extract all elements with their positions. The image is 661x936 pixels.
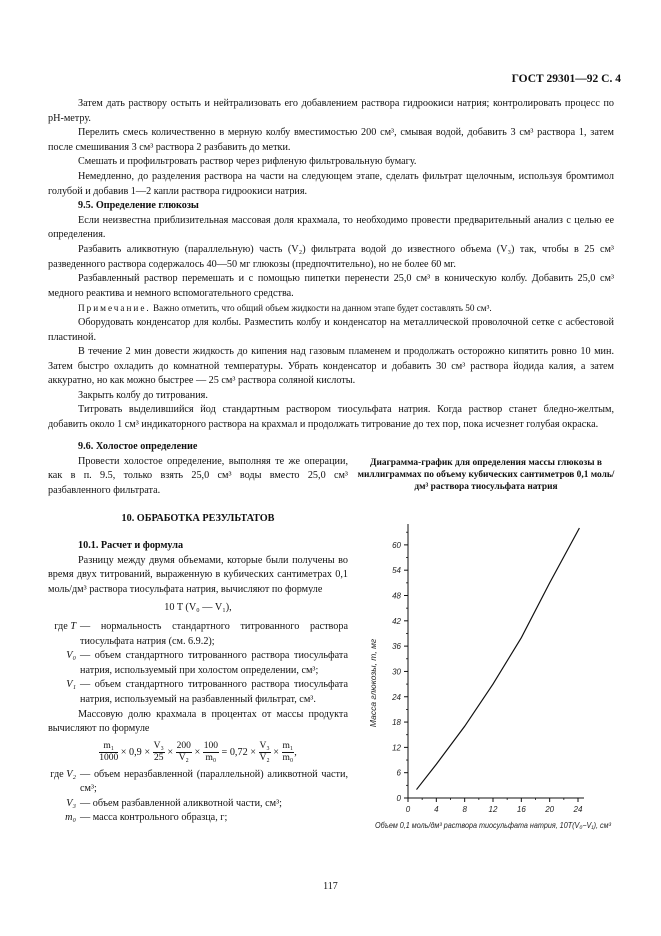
paragraph: Провести холостое определение, выполняя те же операции, как в п. 9.5, только взять 25,0 см³ воды вместо 25,0 см³ разбавленного фильтрата. (48, 455, 348, 496)
y-tick-label: 60 (392, 540, 401, 550)
paragraph: Титровать выделившийся йод стандартным раствором тиосульфата натрия. Когда раствор станет бледно-желтым, добавить около 1 см³ индикаторного раствора на крахмал и продолжать титрование до тех пор, пока исчезнет голубая окраска. (48, 404, 614, 431)
y-tick-label: 24 (392, 692, 401, 702)
denominator: V₂ (178, 752, 189, 763)
operator: = 0,72 × (221, 746, 256, 758)
y-tick-label: 6 (396, 768, 401, 778)
note-label: Примечание. (78, 303, 151, 314)
glucose-chart (356, 520, 616, 890)
numerator: m₁ (282, 740, 294, 751)
paragraph: Немедленно, до разделения раствора на части на следующем этапе, сделать фильтрат щелочным, используя бромтимол голубой и добавив 1—2 капли раствора гидроокиси натрия. (48, 170, 614, 197)
def-symbol (48, 811, 80, 826)
def-symbol (48, 768, 80, 797)
page-header: ГОСТ 29301—92 С. 4 (511, 73, 621, 85)
paragraph: Перелить смесь количественно в мерную колбу вместимостью 200 см³, смывая водой, добавить 3 см³ раствора 1, затем после смешивания 3 см³ раствора 2 разбавить до метки. (48, 127, 614, 153)
fraction (176, 741, 192, 764)
definition-row (48, 678, 348, 707)
x-tick-label: 8 (462, 805, 467, 814)
y-tick-label: 54 (392, 566, 401, 576)
paragraph: Массовую долю крахмала в процентах от массы продукта вычисляют по формуле (48, 708, 348, 735)
paragraph: Закрыть колбу до титрования. (78, 389, 208, 401)
x-tick-label: 20 (545, 805, 555, 814)
where-label: где (50, 768, 64, 780)
def-symbol (48, 797, 80, 812)
definition-row (48, 811, 348, 826)
denominator: m₀ (205, 752, 217, 763)
sub-heading: 10.1. Расчет и формула (78, 539, 184, 551)
def-symbol (48, 678, 80, 707)
y-tick-label: 0 (396, 794, 401, 803)
x-tick-label: 12 (488, 805, 498, 814)
y-axis-label: Масса глюкозы, m, мг (368, 638, 378, 728)
chart-title: Диаграмма-график для определения массы глюкозы в миллиграммах по объему кубических сантиметров 0,1 моль/дм³ раствора тиосульфата натрия (357, 458, 615, 492)
section-heading-results: 10. ОБРАБОТКА РЕЗУЛЬТАТОВ (121, 513, 275, 525)
denominator: V₂ (259, 752, 270, 763)
x-tick-label: 16 (516, 805, 526, 814)
y-tick-label: 12 (392, 743, 401, 753)
left-column (48, 440, 348, 826)
symbol-v1: V₁ (66, 679, 76, 691)
paragraph: Разбавить аликвотную (параллельную) часть (V₂) фильтрата водой до известного объема (V₃) так, чтобы в 25 см³ разведенного раствора содержалось 40—50 мг глюкозы (предпочтительно), но не более 60 мг. (48, 243, 614, 270)
definition-row (48, 768, 348, 797)
section-heading: 9.6. Холостое определение (78, 441, 198, 452)
denominator: m₀ (282, 752, 294, 763)
where-label: где (54, 620, 68, 632)
fraction (282, 741, 295, 764)
symbol-t: T (70, 620, 76, 632)
fraction (259, 741, 271, 764)
paragraph: Смешать и профильтровать раствор через рифленую фильтровальную бумагу. (78, 156, 417, 168)
def-symbol (48, 620, 80, 649)
x-tick-label: 24 (573, 805, 583, 814)
definition-row (48, 797, 348, 812)
fraction (153, 741, 165, 764)
def-text: — масса контрольного образца, г; (80, 812, 228, 824)
paragraph: В течение 2 мин довести жидкость до кипения над газовым пламенем и продолжать осторожно кипятить ровно 10 мин. Затем быстро охладить до комнатной температуры. Убрать конденсатор и добавить 30 см³ раствора йодида калия, а затем аккуратно, но как можно быстрее — 25 см³ раствора соляной кислоты. (48, 346, 614, 387)
y-tick-label: 30 (392, 667, 401, 677)
denominator: 1000 (99, 752, 119, 763)
note-text: Важно отметить, что общий объем жидкости на данном этапе будет составлять 50 см³. (153, 303, 492, 314)
def-symbol (48, 649, 80, 678)
y-tick-label: 48 (392, 591, 401, 601)
paragraph: Затем дать раствору остыть и нейтрализовать его добавлением раствора гидроокиси натрия; контролировать процесс по рН-метру. (48, 98, 614, 124)
numerator: V₃ (153, 740, 164, 751)
numerator: m₁ (99, 741, 118, 753)
series-line (417, 528, 580, 790)
def-text: — объем стандартного титрованного раствора тиосульфата натрия, используемый на разбавленный фильтрат, см³. (80, 679, 348, 705)
symbol-v2: V₂ (66, 768, 76, 780)
paragraph: Если неизвестна приблизительная массовая доля крахмала, то необходимо провести предварительный анализ с целью ее определения. (48, 214, 614, 241)
top-text-block (48, 97, 614, 433)
punctuation: , (294, 746, 297, 758)
fraction (99, 741, 118, 764)
y-tick-label: 36 (392, 642, 401, 652)
page-number: 117 (323, 881, 338, 892)
fraction (203, 741, 219, 764)
x-tick-label: 0 (405, 805, 411, 814)
def-text: — объем стандартного титрованного раствора тиосульфата натрия, используемый при холостом определении, см³; (80, 650, 348, 676)
section-heading: 9.5. Определение глюкозы (78, 200, 199, 212)
paragraph: Разницу между двумя объемами, которые были получены во время двух титрований, выраженную в кубических сантиметрах 0,1 моль/дм³ раствора тиосульфата натрия, вычисляют по формуле (48, 554, 348, 595)
y-tick-label: 18 (392, 718, 401, 728)
definition-row (48, 649, 348, 678)
note (48, 301, 614, 316)
symbol-m0: m₀ (65, 812, 76, 824)
numerator: 200 (176, 740, 191, 751)
paragraph: Разбавленный раствор перемешать и с помощью пипетки перенести 25,0 см³ в коническую колбу. Добавить 25,0 см³ медного реактива и немного вспомогательного средства. (48, 273, 614, 299)
y-tick-label: 42 (392, 616, 401, 626)
x-tick-label: 4 (434, 805, 439, 814)
operator: × 0,9 × (120, 746, 151, 758)
denominator: 25 (153, 752, 164, 763)
numerator: V₃ (259, 740, 270, 751)
formula-difference: 10 T (V₀ — V₁), (164, 602, 232, 614)
definition-row (48, 620, 348, 649)
def-text: — нормальность стандартного титрованного раствора тиосульфата натрия (см. 6.9.2); (80, 620, 348, 647)
symbol-v3: V₃ (66, 797, 76, 809)
numerator: 100 (203, 740, 218, 751)
paragraph: Оборудовать конденсатор для колбы. Разместить колбу и конденсатор на металлической проволочной сетке с асбестовой пластиной. (48, 316, 614, 343)
x-axis-label: Объем 0,1 моль/дм³ раствора тиосульфата натрия, 10T(V₀−V₁), см³ (375, 821, 612, 830)
formula-mass-fraction: $\frac{\text{m₁}}{1000}$ × 0,9 × $\frac{\text{V₃}}{25}$ × $\frac{200}{\text{V₂}}$ × $\frac{100}{\text{m₀}}$ = 0,72 × $\frac{\text{V₃}}{\text{V₂}}$ × $\frac{\text{m₁}}{\text{m₀}}$ , (99, 740, 297, 763)
def-text: — объем разбавленной аликвотной части, см³; (80, 797, 282, 809)
def-text: — объем неразбавленной (параллельной) аликвотной части, см³; (80, 768, 348, 795)
symbol-v0: V₀ (66, 650, 76, 662)
